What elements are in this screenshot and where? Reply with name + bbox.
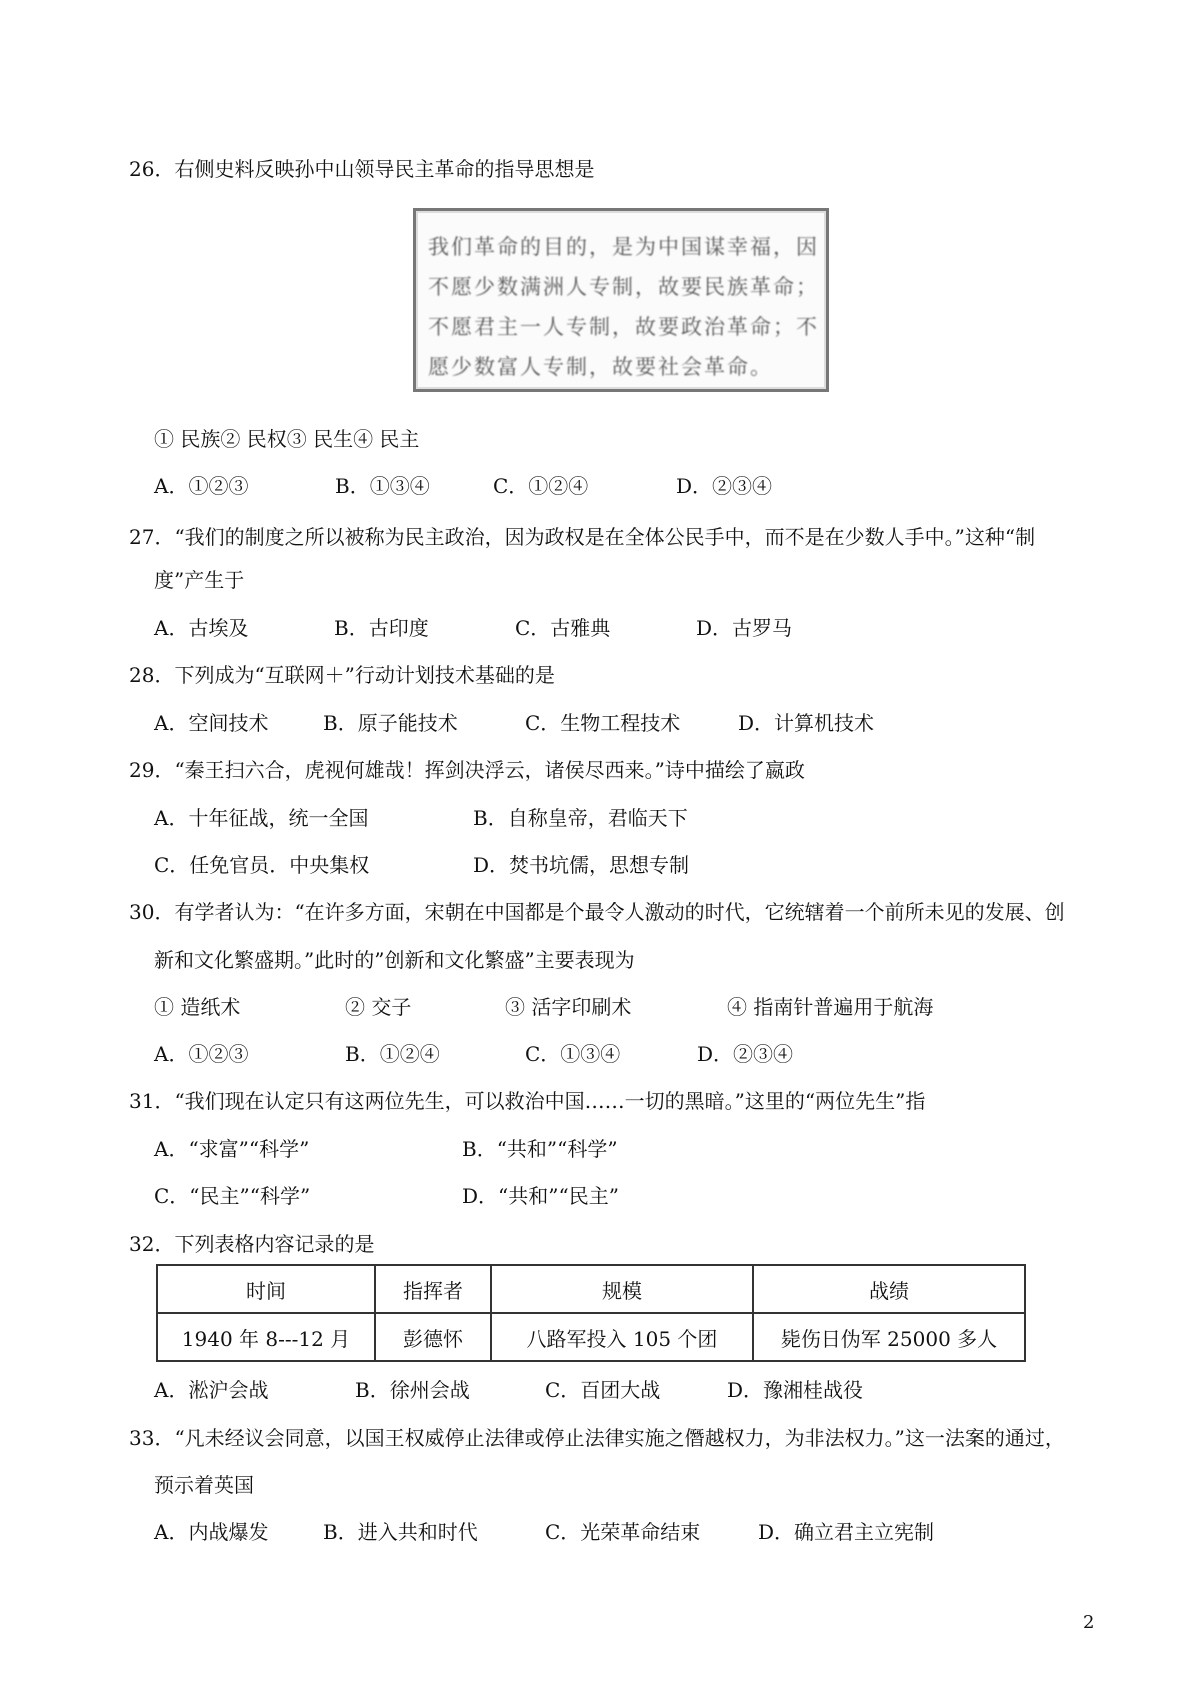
q26-option-b: B．①③④ — [335, 474, 430, 498]
q33-option-b: B．进入共和时代 — [323, 1520, 478, 1544]
table-header-cell: 指挥者 — [375, 1265, 491, 1313]
q28-option-b: B．原子能技术 — [323, 711, 458, 735]
q32-option-a: A．淞沪会战 — [154, 1378, 269, 1402]
table-header-cell: 时间 — [157, 1265, 375, 1313]
q26-stem: 26．右侧史料反映孙中山领导民主革命的指导思想是 — [129, 157, 595, 181]
q27-option-c: C．古雅典 — [515, 616, 611, 640]
q30-option-b: B．①②④ — [345, 1042, 440, 1066]
q28-option-d: D．计算机技术 — [738, 711, 875, 735]
q30-item-1: ① 造纸术 — [154, 995, 241, 1019]
q30-option-d: D．②③④ — [697, 1042, 794, 1066]
q31-option-a: A．“求富”“科学” — [154, 1137, 310, 1161]
q28-stem: 28．下列成为“互联网＋”行动计划技术基础的是 — [129, 663, 555, 687]
q30-option-a: A．①②③ — [154, 1042, 249, 1066]
q26-option-c: C．①②④ — [493, 474, 589, 498]
q32-option-c: C．百团大战 — [545, 1378, 661, 1402]
q29-option-a: A．十年征战，统一全国 — [154, 806, 369, 830]
quote-line: 愿少数富人专制，故要社会革命。 — [428, 355, 773, 379]
q32-option-d: D．豫湘桂战役 — [727, 1378, 864, 1402]
q30-stem-line2: 新和文化繁盛期。”此时的”创新和文化繁盛”主要表现为 — [154, 948, 635, 972]
q26-quote-image — [413, 208, 829, 392]
table-cell: 彭德怀 — [375, 1313, 491, 1361]
q32-table — [156, 1264, 1026, 1362]
q26-option-d: D．②③④ — [676, 474, 773, 498]
q27-stem-line2: 度”产生于 — [154, 568, 245, 592]
q28-option-c: C．生物工程技术 — [525, 711, 681, 735]
q32-option-b: B．徐州会战 — [355, 1378, 470, 1402]
q30-item-3: ③ 活字印刷术 — [505, 995, 632, 1019]
table-cell: 毙伤日伪军 25000 多人 — [753, 1313, 1025, 1361]
q26-option-a: A．①②③ — [154, 474, 249, 498]
q33-option-c: C．光荣革命结束 — [545, 1520, 701, 1544]
quote-line: 我们革命的目的，是为中国谋幸福，因 — [428, 235, 819, 259]
table-cell: 八路军投入 105 个团 — [491, 1313, 753, 1361]
page-number: 2 — [1083, 1612, 1095, 1633]
quote-line: 不愿少数满洲人专制，故要民族革命； — [428, 275, 819, 299]
q33-option-a: A．内战爆发 — [154, 1520, 269, 1544]
q30-option-c: C．①③④ — [525, 1042, 621, 1066]
q32-stem: 32．下列表格内容记录的是 — [129, 1232, 375, 1256]
q33-option-d: D．确立君主立宪制 — [758, 1520, 935, 1544]
q31-option-d: D．“共和”“民主” — [462, 1184, 619, 1208]
q30-item-2: ② 交子 — [345, 995, 412, 1019]
q28-option-a: A．空间技术 — [154, 711, 269, 735]
table-header-row — [157, 1265, 1025, 1313]
table-header-cell: 规模 — [491, 1265, 753, 1313]
q26-items: ① 民族② 民权③ 民生④ 民主 — [154, 427, 420, 451]
q29-option-c: C．任免官员．中央集权 — [154, 853, 370, 877]
q30-item-4: ④ 指南针普遍用于航海 — [727, 995, 934, 1019]
q27-option-b: B．古印度 — [334, 616, 429, 640]
q33-stem-line2: 预示着英国 — [154, 1473, 254, 1497]
q31-option-b: B．“共和”“科学” — [462, 1137, 618, 1161]
q30-stem-line1: 30．有学者认为：“在许多方面，宋朝在中国都是个最令人激动的时代，它统辖着一个前所未见的发展、创 — [129, 900, 1065, 924]
table-header-cell: 战绩 — [753, 1265, 1025, 1313]
q33-stem-line1: 33．“凡未经议会同意，以国王权威停止法律或停止法律实施之僭越权力，为非法权力。”这一法案的通过， — [129, 1426, 1065, 1450]
q27-option-d: D．古罗马 — [696, 616, 793, 640]
q29-option-d: D．焚书坑儒，思想专制 — [473, 853, 690, 877]
q31-stem: 31．“我们现在认定只有这两位先生，可以救治中国……一切的黑暗。”这里的“两位先生”指 — [129, 1089, 926, 1113]
quote-line: 不愿君主一人专制，故要政治革命；不 — [428, 315, 819, 339]
q27-option-a: A．古埃及 — [154, 616, 249, 640]
table-row — [157, 1313, 1025, 1361]
q29-stem: 29．“秦王扫六合，虎视何雄哉！挥剑决浮云，诸侯尽西来。”诗中描绘了嬴政 — [129, 758, 805, 782]
q29-option-b: B．自称皇帝，君临天下 — [473, 806, 688, 830]
q31-option-c: C．“民主”“科学” — [154, 1184, 311, 1208]
table-cell: 1940 年 8---12 月 — [157, 1313, 375, 1361]
q27-stem-line1: 27．“我们的制度之所以被称为民主政治，因为政权是在全体公民手中，而不是在少数人手中。”这种“制 — [129, 525, 1036, 549]
